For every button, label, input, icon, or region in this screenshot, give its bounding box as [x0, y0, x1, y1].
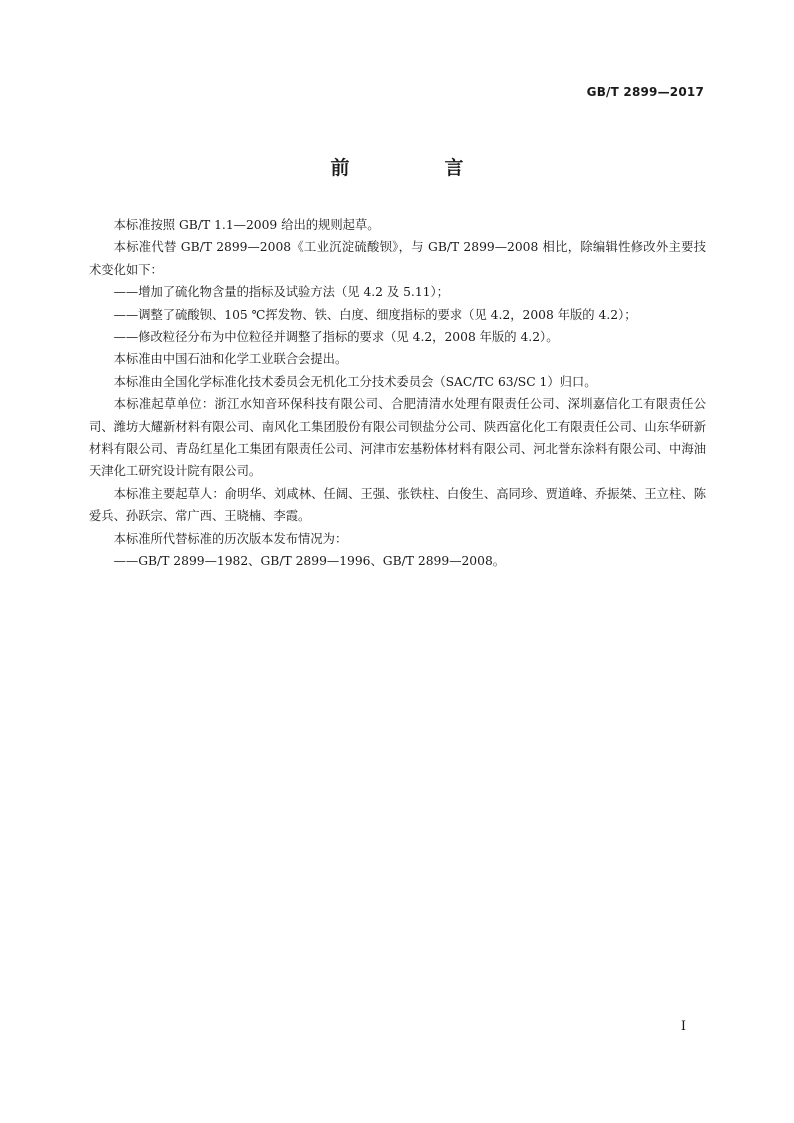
foreword-body: [89, 214, 706, 573]
paragraph-drafters: 本标准主要起草人：俞明华、刘咸林、任阔、王强、张铁柱、白俊生、高同珍、贾道峰、乔振桀、王立柱、陈爱兵、孙跃宗、常广西、王晓楠、李霞。: [89, 486, 706, 524]
change-item-indicators: ——调整了硫酸钡、105 ℃挥发物、铁、白度、细度指标的要求（见 4.2，2008 年版的 4.2）；: [113, 307, 637, 322]
paragraph-drafting-units: 本标准起草单位：浙江水知音环保科技有限公司、合肥清清水处理有限责任公司、深圳嘉信化工有限责任公司、潍坊大耀新材料有限公司、南风化工集团股份有限公司钡盐分公司、陕西富化化工有限责任公司、山东华研新材料有限公司、青岛红星化工集团有限责任公司、河津市宏基粉体材料有限公司、河北誉东涂料有限公司、中海油天津化工研究设计院有限公司。: [89, 397, 706, 479]
paragraph-drafting-rules: 本标准按照 GB/T 1.1—2009 给出的规则起草。: [113, 218, 380, 232]
change-item-sulfide: ——增加了硫化物含量的指标及试验方法（见 4.2 及 5.11）；: [113, 285, 449, 300]
page-title: 前 言: [330, 157, 502, 179]
paragraph-proposer: 本标准由中国石油和化学工业联合会提出。: [113, 352, 348, 367]
standard-code: GB/T 2899—2017: [586, 85, 704, 99]
paragraph-committee: 本标准由全国化学标准化技术委员会无机化工分技术委员会（SAC/TC 63/SC 1）归口。: [113, 374, 597, 389]
history-item-versions: ——GB/T 2899—1982、GB/T 2899—1996、GB/T 2899—2008。: [113, 554, 506, 569]
change-item-particle-size: ——修改粒径分布为中位粒径并调整了指标的要求（见 4.2，2008 年版的 4.2）。: [113, 330, 559, 345]
paragraph-history-intro: 本标准所代替标准的历次版本发布情况为：: [113, 531, 348, 546]
page-number: I: [680, 1019, 686, 1034]
paragraph-replacement: 本标准代替 GB/T 2899—2008《工业沉淀硫酸钡》，与 GB/T 2899—2008 相比，除编辑性修改外主要技术变化如下：: [89, 240, 706, 277]
